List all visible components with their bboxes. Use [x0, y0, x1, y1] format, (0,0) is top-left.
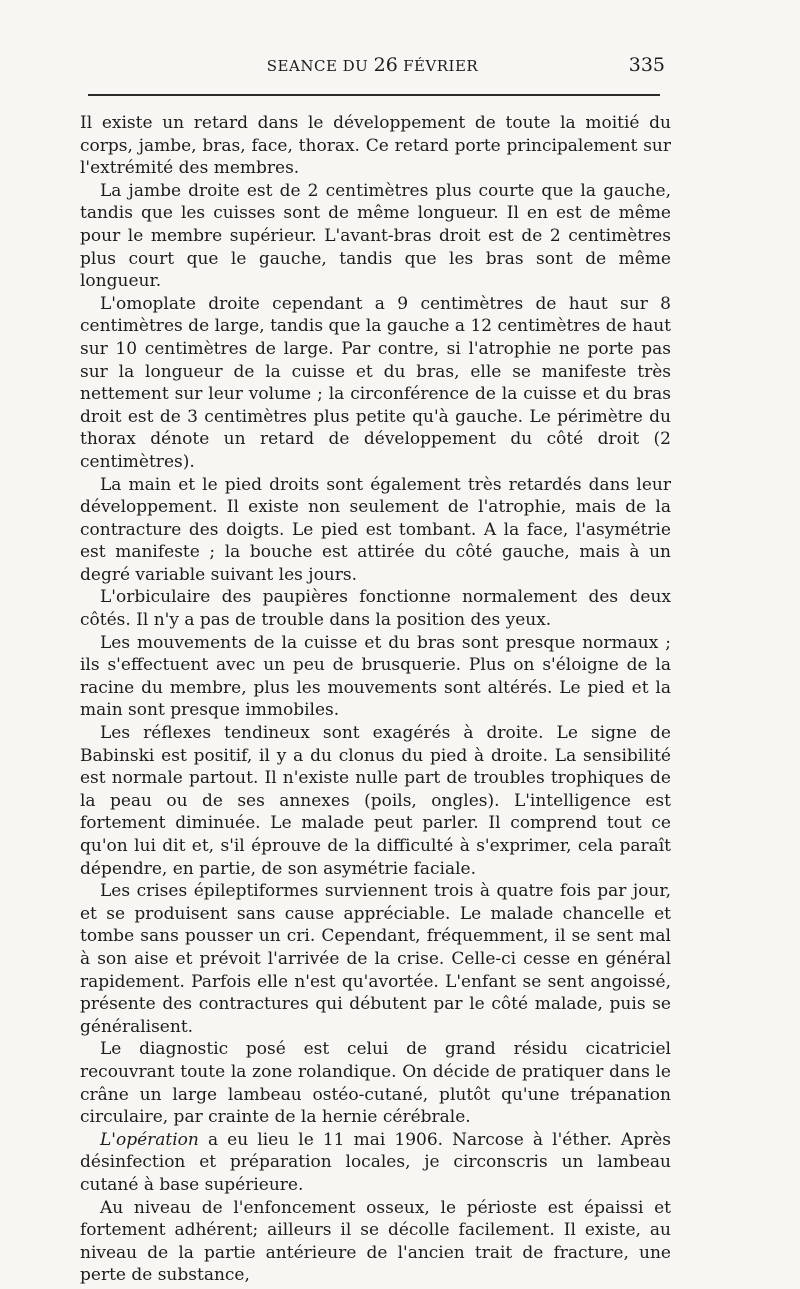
running-title [80, 54, 665, 76]
paragraph-2: La jambe droite est de 2 centimètres plus courte que la gauche, tandis que les cuisses sont de même longueur. Il en est de même pour le membre supérieur. L'avant-bras droit est de 2 centimètres plus court que le gauche, tandis que les bras sont de même longueur. [80, 180, 671, 292]
operation-term: L'opération [100, 1129, 199, 1150]
paragraph-8: Les crises épileptiformes surviennent trois à quatre fois par jour, et se produisent sans cause appréciable. Le malade chancelle et tombe sans pousser un cri. Cependant, fréquemment, il se sent mal à son aise et prévoit l'arrivée de la crise. Celle-ci cesse en général rapidement. Parfois elle n'est qu'avortée. L'enfant se sent angoissé, présente des contractures qui débutent par le côté malade, puis se généralisent. [80, 881, 671, 1037]
page-number: 335 [628, 54, 665, 76]
paragraph-6: Les mouvements de la cuisse et du bras sont presque normaux ; ils s'effectuent avec un peu de brusquerie. Plus on s'éloigne de la racine du membre, plus les mouvements sont altérés. Le pied et la main sont presque immobiles. [80, 632, 671, 721]
running-title-month: FÉVRIER [397, 57, 479, 75]
paragraph-7: Les réflexes tendineux sont exagérés à droite. Le signe de Babinski est positif, il y a du clonus du pied à droite. La sensibilité est normale partout. Il n'existe nulle part de troubles trophiques de la peau ou de ses annexes (poils, ongles). L'intelligence est fortement diminuée. Le malade peut parler. Il comprend tout ce qu'on lui dit et, s'il éprouve de la difficulté à s'exprimer, cela paraît dépendre, en partie, de son asymétrie faciale. [80, 723, 671, 879]
header-rule [88, 94, 660, 96]
paragraph-5: L'orbiculaire des paupières fonctionne normalement des deux côtés. Il n'y a pas de trouble dans la position des yeux. [80, 587, 671, 631]
body-text [80, 112, 671, 1287]
running-title-day: 26 [373, 54, 398, 76]
paragraph-4: La main et le pied droits sont également très retardés dans leur développement. Il existe non seulement de l'atrophie, mais de la contracture des doigts. Le pied est tombant. A la face, l'asymétrie est manifeste ; la bouche est attirée du côté gauche, mais à un degré variable suivant les jours. [80, 474, 671, 585]
page-header [80, 54, 665, 80]
paragraph-1: Il existe un retard dans le développement de toute la moitié du corps, jambe, bras, face, thorax. Ce retard porte principalement sur l'extrémité des membres. [80, 113, 671, 179]
paragraph-9: Le diagnostic posé est celui de grand résidu cicatriciel recouvrant toute la zone rolandique. On décide de pratiquer dans le crâne un large lambeau ostéo-cutané, plutôt qu'une trépanation circulaire, par crainte de la hernie cérébrale. [80, 1039, 671, 1128]
paragraph-11: Au niveau de l'enfoncement osseux, le périoste est épaissi et fortement adhérent; ailleurs il se décolle facilement. Il existe, au niveau de la partie antérieure de l'ancien trait de fracture, une perte de substance, [80, 1197, 671, 1286]
paragraph-10 [80, 1129, 671, 1197]
paragraph-3: L'omoplate droite cependant a 9 centimètres de haut sur 8 centimètres de large, tandis que la gauche a 12 centimètres de haut sur 10 centimètres de large. Par contre, si l'atrophie ne porte pas sur la longueur de la cuisse et du bras, elle se manifeste très nettement sur leur volume ; la circonférence de la cuisse et du bras droit est de 3 centimètres plus petite qu'à gauche. Le périmètre du thorax dénote un retard de développement du côté droit (2 centimètres). [80, 293, 671, 472]
running-title-prefix: SEANCE DU [266, 57, 374, 75]
paragraph-10-text: a eu lieu le 11 mai 1906. Narcose à l'éther. Après désinfection et préparation locales, je circonscris un lambeau cutané à base supérieure. [80, 1129, 671, 1195]
